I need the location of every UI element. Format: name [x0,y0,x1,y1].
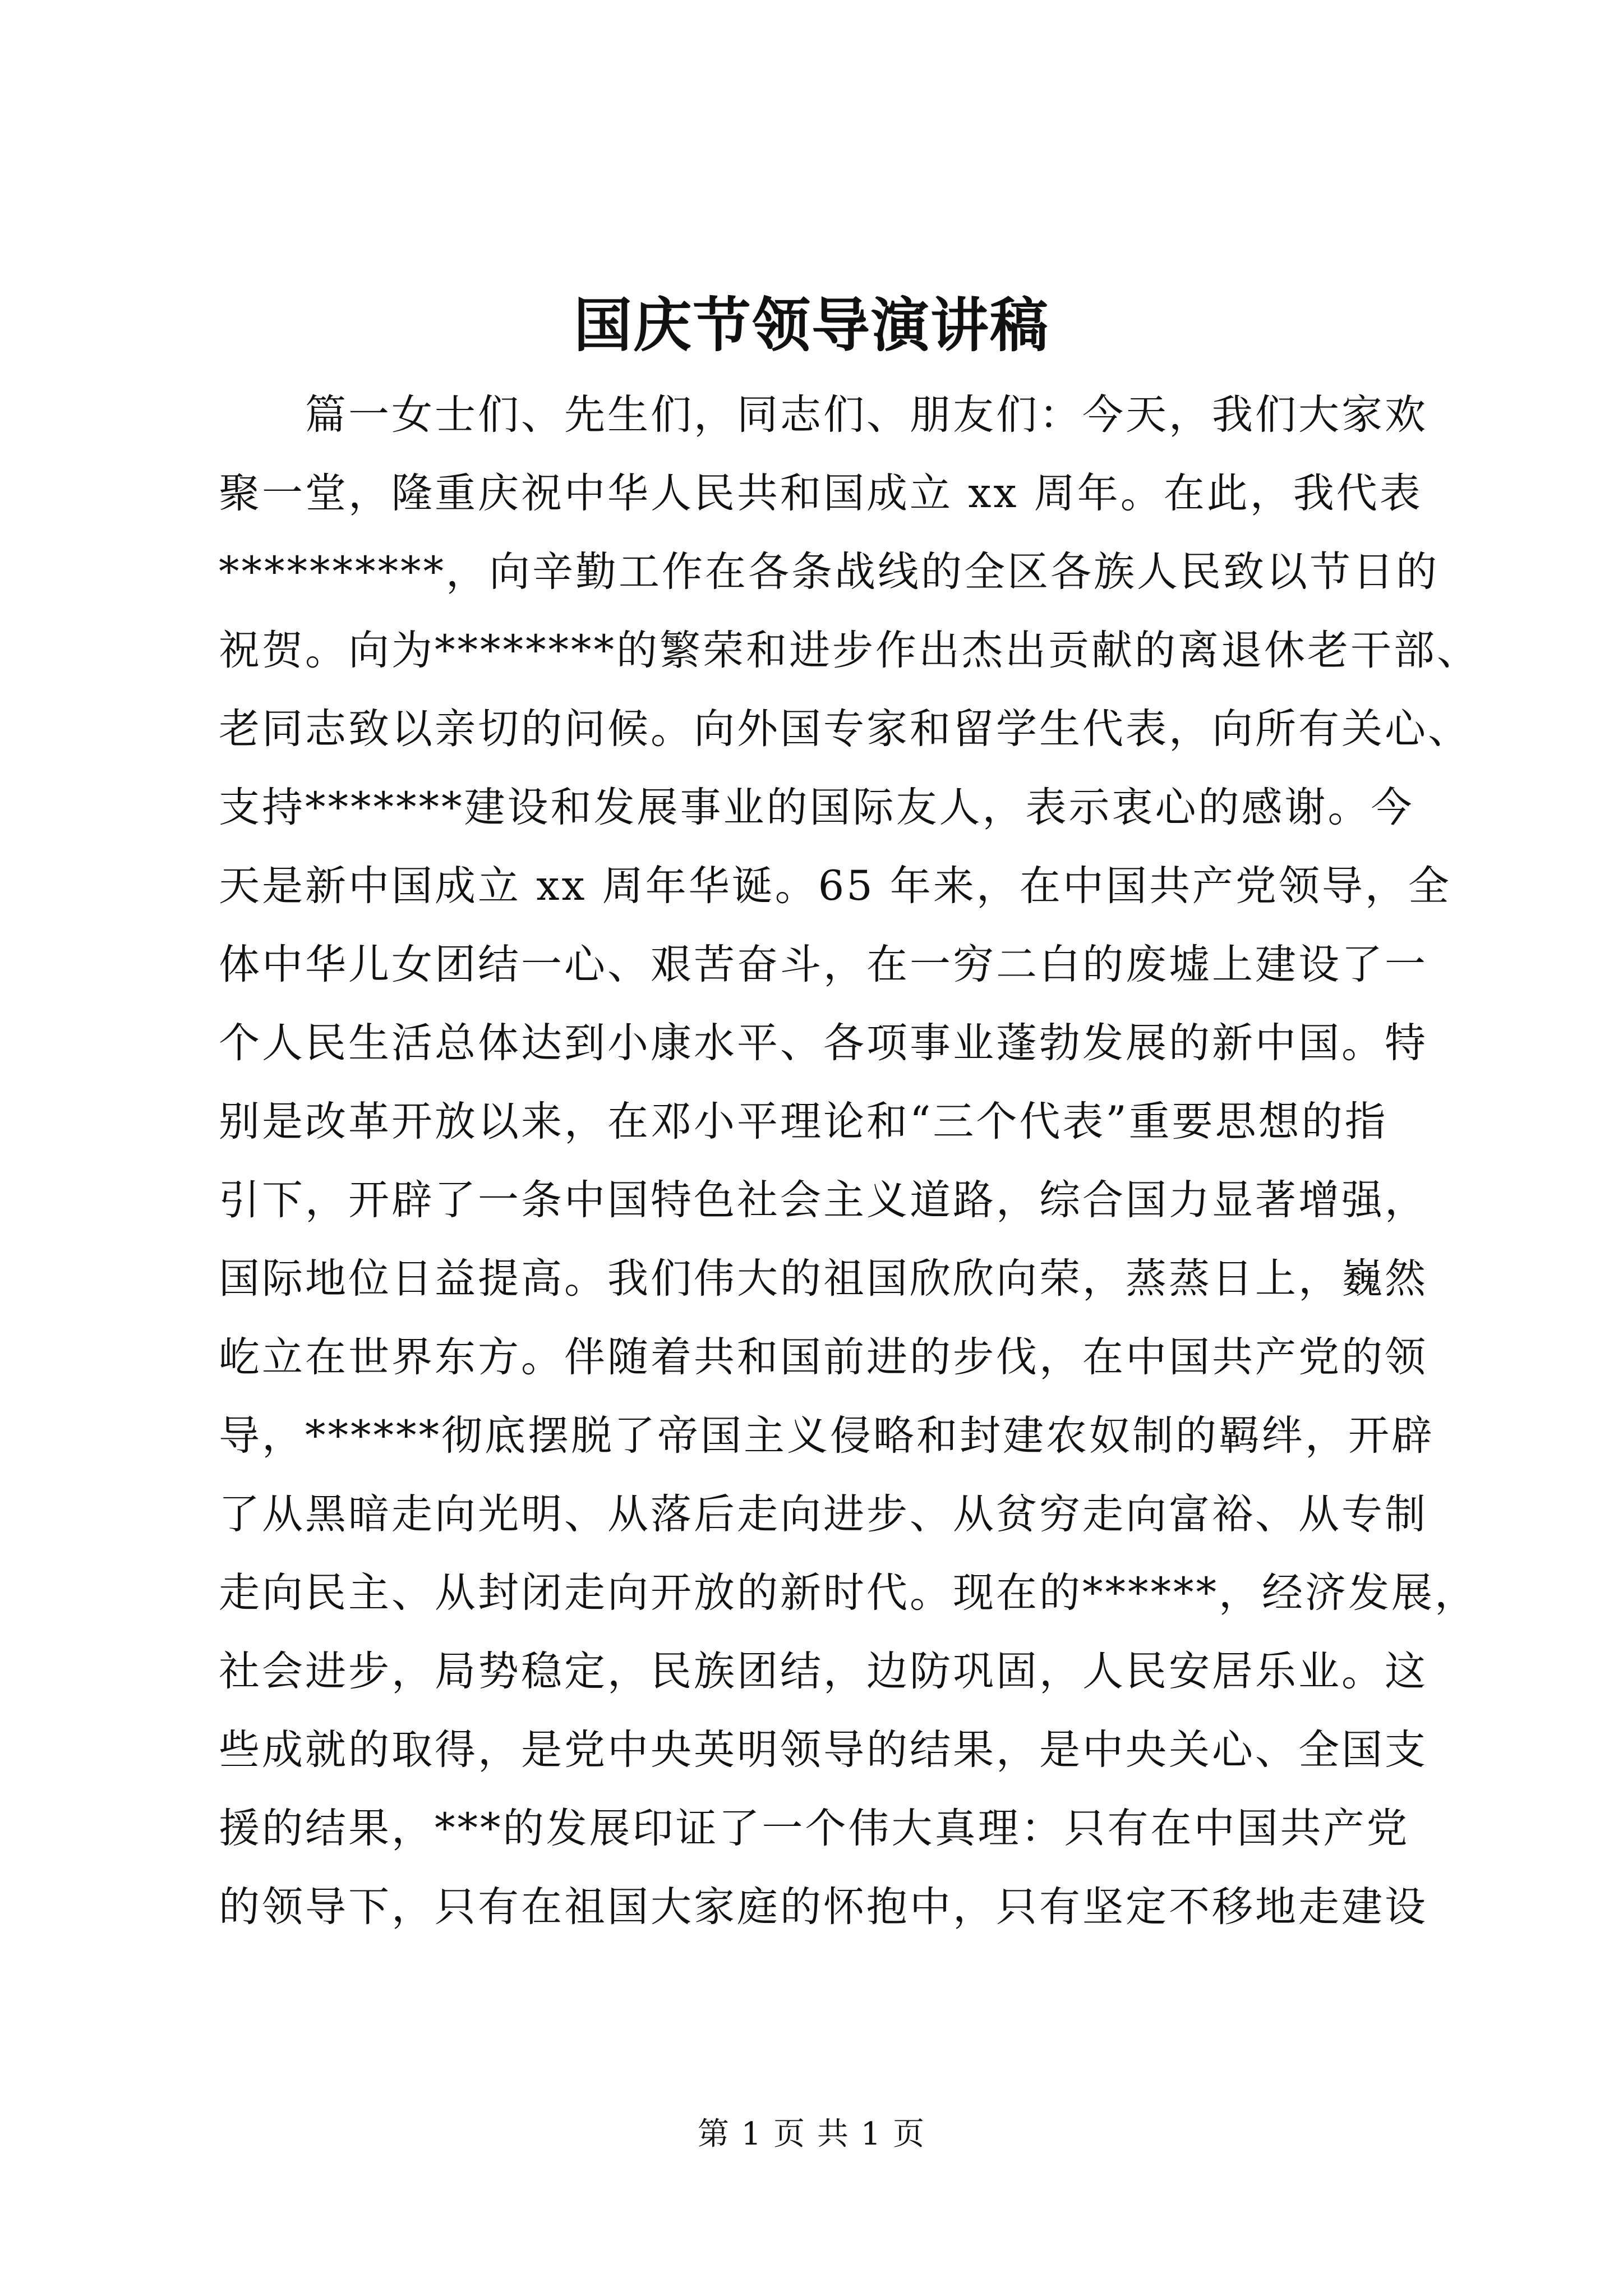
paragraph-line: 走向民主、从封闭走向开放的新时代。现在的******，经济发展， [219,1569,1478,1617]
paragraph-line: 屹立在世界东方。伴随着共和国前进的步伐，在中国共产党的领 [219,1333,1428,1381]
paragraph-line: 天是新中国成立 xx 周年华诞。65 年来，在中国共产党领导，全 [219,862,1451,910]
paragraph-line: 些成就的取得，是党中央英明领导的结果，是中央关心、全国支 [219,1726,1428,1774]
paragraph-line: 支持*******建设和发展事业的国际友人，表示衷心的感谢。今 [219,784,1414,831]
paragraph-line: 老同志致以亲切的问候。向外国专家和留学生代表，向所有关心、 [219,705,1471,753]
paragraph-line: 国际地位日益提高。我们伟大的祖国欣欣向荣，蒸蒸日上，巍然 [219,1255,1428,1303]
paragraph-line: **********，向辛勤工作在各条战线的全区各族人民致以节日的 [219,548,1439,596]
paragraph-line: 别是改革开放以来，在邓小平理论和“三个代表”重要思想的指 [219,1098,1388,1145]
paragraph-line: 引下，开辟了一条中国特色社会主义道路，综合国力显著增强， [219,1176,1428,1224]
paragraph-line: 体中华儿女团结一心、艰苦奋斗，在一穷二白的废墟上建设了一 [219,941,1428,988]
paragraph-line: 祝贺。向为********的繁荣和进步作出杰出贡献的离退休老干部、 [219,627,1480,674]
paragraph-line: 了从黑暗走向光明、从落后走向进步、从贫穷走向富裕、从专制 [219,1490,1428,1538]
paragraph-line: 导，******彻底摆脱了帝国主义侵略和封建农奴制的羁绊，开辟 [219,1412,1435,1460]
paragraph-line: 援的结果，***的发展印证了一个伟大真理：只有在中国共产党 [219,1805,1410,1852]
paragraph-line: 社会进步，局势稳定，民族团结，边防巩固，人民安居乐业。这 [219,1648,1428,1695]
page-footer: 第 1 页 共 1 页 [697,2116,926,2152]
paragraph-line: 的领导下，只有在祖国大家庭的怀抱中，只有坚定不移地走建设 [219,1883,1428,1931]
paragraph-line: 个人民生活总体达到小康水平、各项事业蓬勃发展的新中国。特 [219,1019,1428,1067]
document-title: 国庆节领导演讲稿 [573,291,1049,360]
paragraph-line: 聚一堂，隆重庆祝中华人民共和国成立 xx 周年。在此，我代表 [219,470,1423,517]
paragraph-line: 篇一女士们、先生们，同志们、朋友们：今天，我们大家欢 [305,391,1428,439]
